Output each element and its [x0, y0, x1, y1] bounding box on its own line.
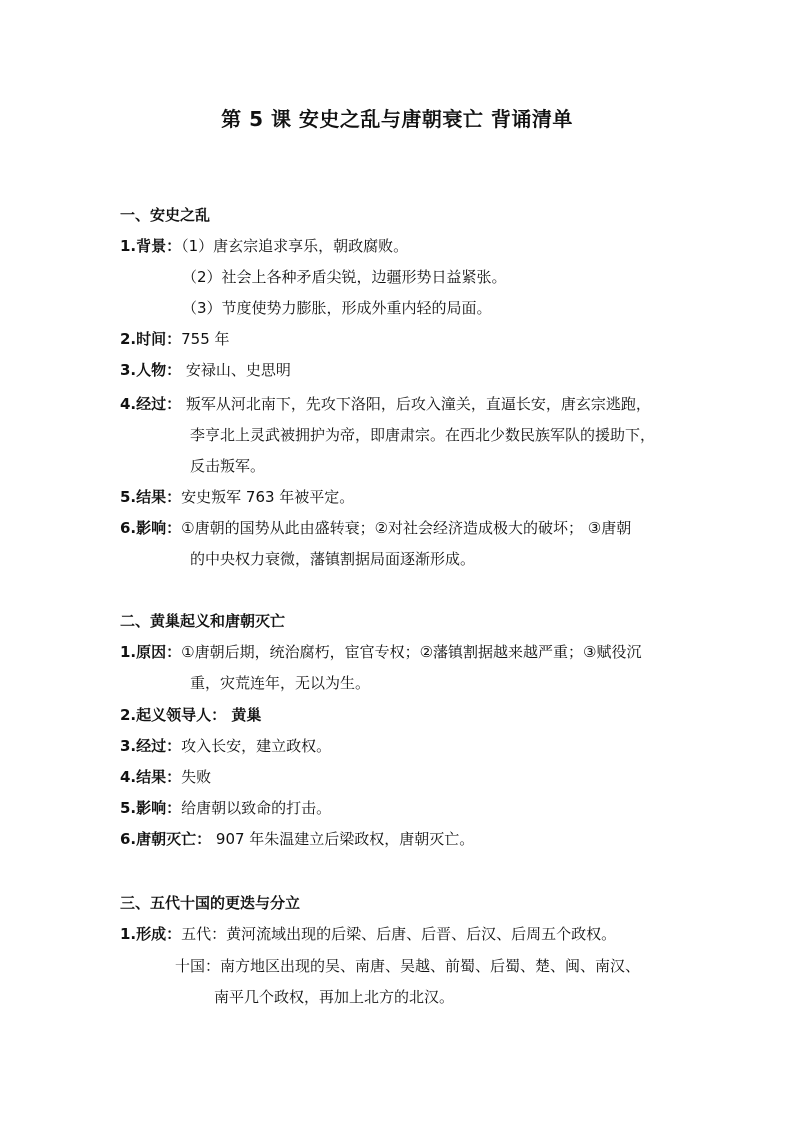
section-heading-2: 二、黄巢起义和唐朝灭亡: [120, 612, 286, 630]
s1-time-label: 2.时间：: [120, 330, 182, 348]
s1-background-item-1: （1）唐玄宗追求享乐，朝政腐败。: [181, 237, 409, 255]
s1-impact-text-2: 的中央权力衰微，藩镇割据局面逐渐形成。: [190, 550, 476, 568]
s1-impact-text-1: ①唐朝的国势从此由盛转衰；②对社会经济造成极大的破坏； ③唐朝: [181, 519, 632, 537]
section-heading-3: 三、五代十国的更迭与分立: [120, 894, 301, 912]
s1-process-text-2: 李亨北上灵武被拥护为帝，即唐肃宗。在西北少数民族军队的援助下，: [190, 426, 656, 444]
s1-background-label: 1.背景：: [120, 237, 182, 255]
section-heading-1: 一、安史之乱: [120, 206, 211, 224]
s1-people-line: [120, 360, 291, 380]
s1-background-item-3: （3）节度使势力膨胀，形成外重内轻的局面。: [182, 299, 492, 317]
s1-impact-line-1: [120, 518, 631, 538]
s1-result-line: [120, 487, 354, 507]
s2-process-line: [120, 736, 331, 756]
s2-fall-value: 907 年朱温建立后梁政权，唐朝灭亡。: [211, 830, 475, 848]
s2-cause-label: 1.原因：: [120, 643, 182, 661]
s2-process-label: 3.经过：: [120, 737, 182, 755]
s1-people-label: 3.人物：: [120, 361, 182, 379]
s1-background-item-2: （2）社会上各种矛盾尖锐，边疆形势日益紧张。: [182, 268, 507, 286]
s1-background-line-1: [120, 236, 408, 256]
s1-people-value: 安禄山、史思明: [181, 361, 291, 379]
s2-fall-label: 6.唐朝灭亡：: [120, 830, 212, 848]
s2-impact-label: 5.影响：: [120, 799, 182, 817]
s2-result-label: 4.结果：: [120, 768, 182, 786]
s3-form-text-1: 五代：黄河流域出现的后梁、后唐、后晋、后汉、后周五个政权。: [181, 925, 617, 943]
s2-cause-text-1: ①唐朝后期，统治腐朽，宦官专权；②藩镇割据越来越严重；③赋役沉: [181, 643, 642, 661]
s3-form-line-1: [120, 924, 616, 944]
s1-result-label: 5.结果：: [120, 488, 182, 506]
s1-time-line: [120, 329, 230, 349]
s2-fall-line: [120, 829, 474, 849]
s1-result-value: 安史叛军 763 年被平定。: [181, 488, 355, 506]
s3-form-text-2: 十国：南方地区出现的吴、南唐、吴越、前蜀、后蜀、楚、闽、南汉、: [175, 957, 641, 975]
s2-impact-line: [120, 798, 331, 818]
s2-result-value: 失败: [181, 768, 212, 786]
s3-form-text-3: 南平几个政权，再加上北方的北汉。: [214, 988, 455, 1006]
s2-cause-text-2: 重，灾荒连年，无以为生。: [190, 674, 371, 692]
s1-process-text-3: 反击叛军。: [190, 457, 266, 475]
s2-process-value: 攻入长安，建立政权。: [181, 737, 332, 755]
s1-process-line-1: [120, 394, 651, 414]
page-title: 第 5 课 安史之乱与唐朝衰亡 背诵清单: [221, 107, 573, 131]
s1-time-value: 755 年: [181, 330, 230, 348]
s2-cause-line-1: [120, 642, 642, 662]
s1-impact-label: 6.影响：: [120, 519, 182, 537]
s2-result-line: [120, 767, 211, 787]
s2-leader-line: 2.起义领导人： 黄巢: [120, 706, 262, 724]
s2-impact-value: 给唐朝以致命的打击。: [181, 799, 332, 817]
s3-form-label: 1.形成：: [120, 925, 182, 943]
s1-process-label: 4.经过：: [120, 395, 182, 413]
s1-process-text-1: 叛军从河北南下，先攻下洛阳，后攻入潼关，直逼长安，唐玄宗逃跑，: [181, 395, 651, 413]
